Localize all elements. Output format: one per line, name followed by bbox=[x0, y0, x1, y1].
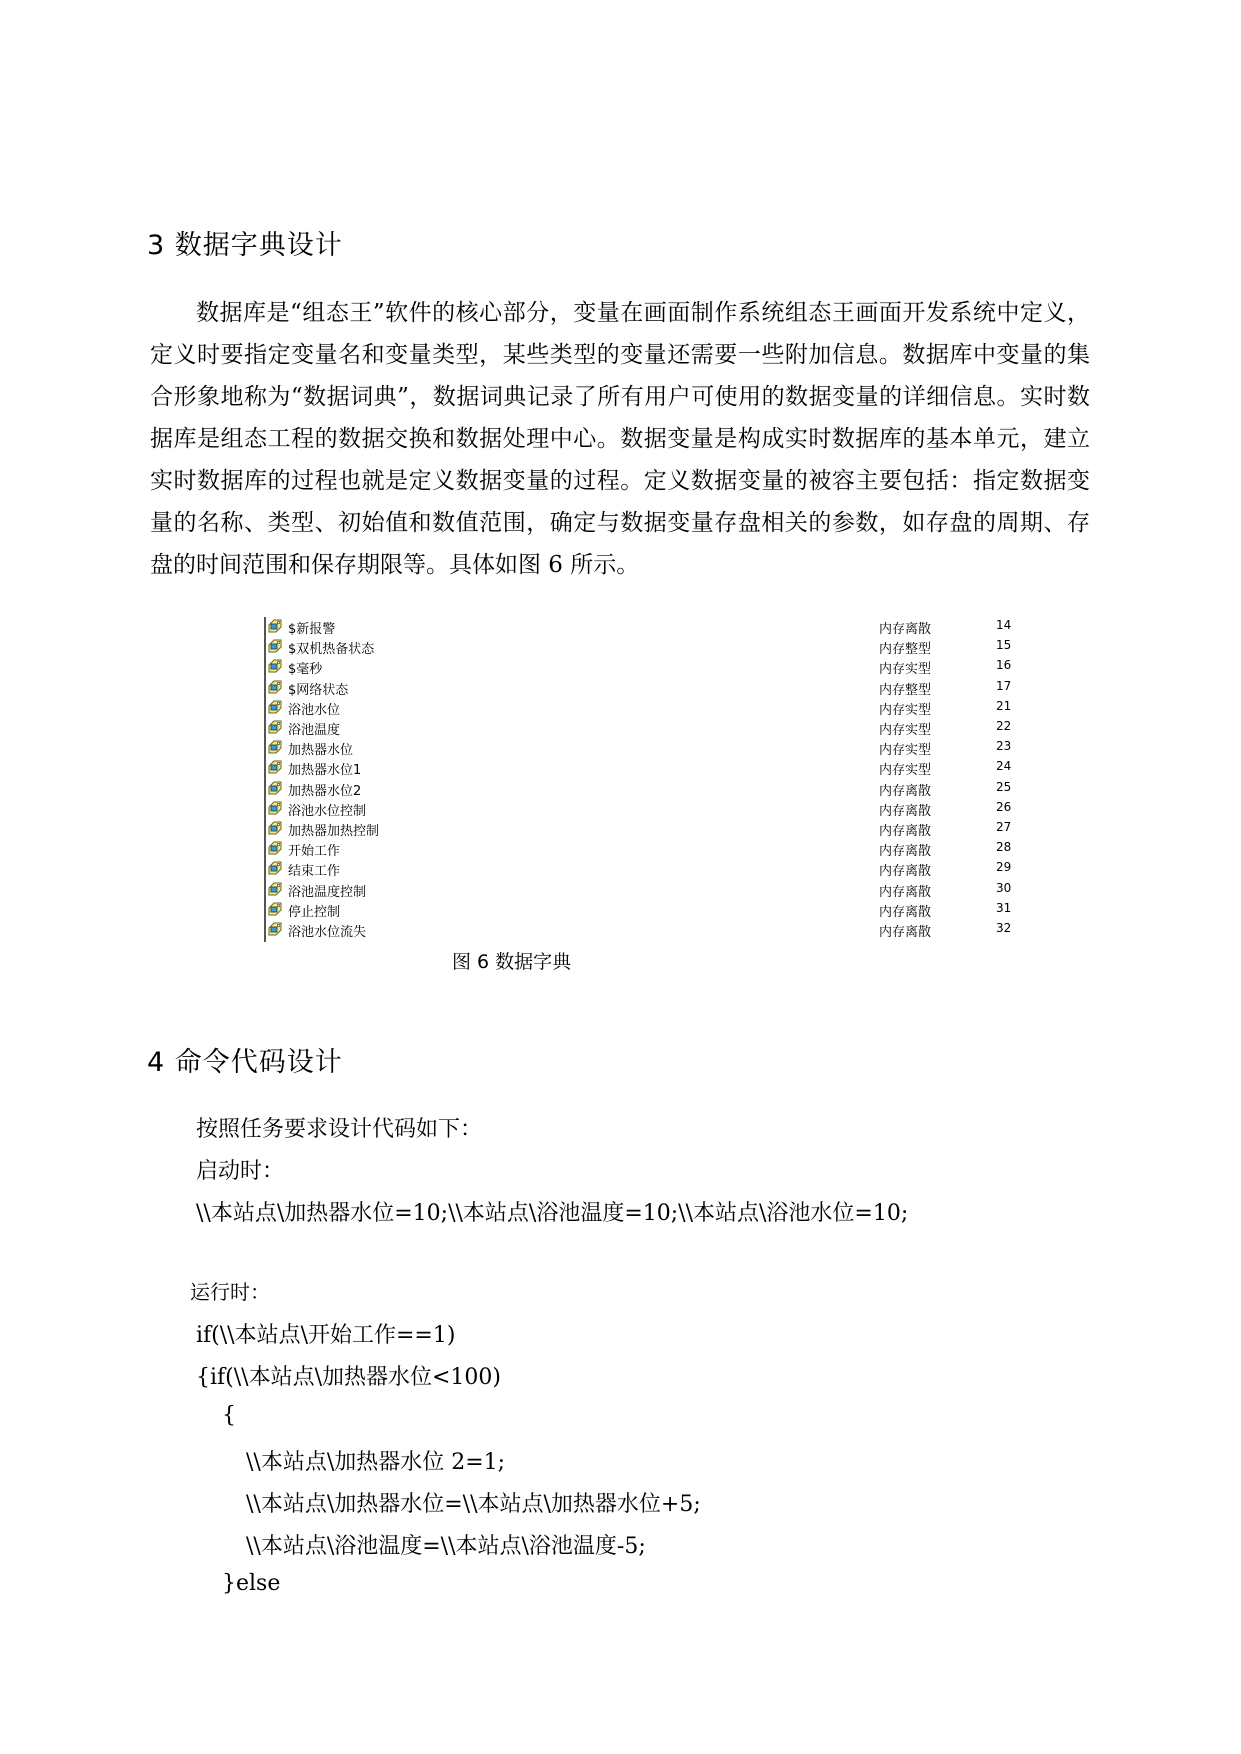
code-line: {if(\\本站点\加热器水位<100) bbox=[196, 1365, 502, 1390]
variable-id: 31 bbox=[996, 900, 1012, 915]
variable-name: 浴池温度控制 bbox=[288, 884, 367, 900]
variable-tag-icon bbox=[268, 821, 282, 835]
code-line: { bbox=[222, 1403, 236, 1428]
variable-id: 27 bbox=[996, 820, 1012, 834]
variable-name: 加热器水位1 bbox=[288, 763, 362, 779]
variable-type: 内存离散 bbox=[879, 803, 932, 819]
variable-tag-icon bbox=[268, 861, 282, 875]
variable-type: 内存离散 bbox=[879, 622, 932, 637]
code-intro-line: 按照任务要求设计代码如下： bbox=[196, 1117, 483, 1142]
variable-tag-icon bbox=[268, 781, 282, 795]
section-4-heading: 4 命令代码设计 bbox=[147, 1047, 343, 1078]
variable-type: 内存整型 bbox=[879, 642, 932, 658]
variable-name: 浴池水位流失 bbox=[288, 925, 367, 940]
data-dictionary-figure bbox=[262, 617, 1022, 942]
figure-caption: 图 6 数据字典 bbox=[452, 951, 572, 973]
variable-type: 内存离散 bbox=[879, 884, 932, 900]
variable-id: 28 bbox=[996, 840, 1012, 855]
code-line: \\本站点\加热器水位=\\本站点\加热器水位+5; bbox=[246, 1492, 701, 1517]
variable-tag-icon bbox=[268, 801, 282, 815]
variable-name: 开始工作 bbox=[288, 844, 341, 860]
variable-id: 17 bbox=[996, 678, 1012, 693]
dictionary-row[interactable] bbox=[262, 758, 1022, 778]
variable-type: 内存实型 bbox=[879, 763, 932, 779]
dictionary-row[interactable] bbox=[262, 779, 1022, 799]
variable-id: 15 bbox=[996, 638, 1012, 653]
variable-name: 加热器水位2 bbox=[288, 783, 362, 799]
section-3-paragraph: 数据库是“组态王”软件的核心部分，变量在画面制作系统组态王画面开发系统中定义，定义时要指定变量名和变量类型，某些类型的变量还需要一些附加信息。数据库中变量的集合形象地称为“数据词典”，数据词典记录了所有用户可使用的数据变量的详细信息。实时数据库是组态工程的数据交换和数据处理中心。数据变量是构成实时数据库的基本单元，建立实时数据库的过程也就是定义数据变量的过程。定义数据变量的被容主要包括：指定数据变量的名称、类型、初始值和数值范围，确定与数据变量存盘相关的参数，如存盘的周期、存盘的时间范围和保存期限等。具体如图 6 所示。 bbox=[150, 300, 1090, 578]
dictionary-row[interactable] bbox=[262, 859, 1022, 879]
variable-tag-icon bbox=[268, 922, 282, 936]
variable-id: 22 bbox=[996, 719, 1012, 733]
variable-name: $毫秒 bbox=[288, 662, 323, 678]
dictionary-row[interactable] bbox=[262, 819, 1022, 839]
variable-type: 内存实型 bbox=[879, 702, 932, 718]
variable-type: 内存离散 bbox=[879, 844, 932, 860]
variable-type: 内存实型 bbox=[879, 662, 932, 678]
dictionary-row[interactable] bbox=[262, 698, 1022, 718]
variable-type: 内存实型 bbox=[879, 723, 932, 738]
dictionary-row[interactable] bbox=[262, 637, 1022, 657]
variable-type: 内存离散 bbox=[879, 783, 932, 799]
variable-tag-icon bbox=[268, 659, 282, 673]
variable-tag-icon bbox=[268, 902, 282, 916]
dictionary-row[interactable] bbox=[262, 718, 1022, 738]
code-line: \\本站点\加热器水位 2=1; bbox=[246, 1450, 506, 1475]
variable-id: 30 bbox=[996, 880, 1012, 895]
variable-id: 26 bbox=[996, 799, 1012, 814]
code-line: if(\\本站点\开始工作==1) bbox=[196, 1323, 456, 1348]
dictionary-row[interactable] bbox=[262, 880, 1022, 900]
variable-id: 14 bbox=[996, 618, 1012, 632]
dictionary-row[interactable] bbox=[262, 678, 1022, 698]
dictionary-row[interactable] bbox=[262, 799, 1022, 819]
variable-tag-icon bbox=[268, 680, 282, 694]
variable-name: 加热器水位 bbox=[288, 743, 354, 759]
variable-name: 浴池水位 bbox=[288, 702, 341, 718]
variable-id: 23 bbox=[996, 739, 1012, 754]
variable-id: 21 bbox=[996, 698, 1012, 713]
dictionary-row[interactable] bbox=[262, 657, 1022, 677]
variable-type: 内存离散 bbox=[879, 925, 932, 940]
variable-tag-icon bbox=[268, 882, 282, 896]
variable-tag-icon bbox=[268, 700, 282, 714]
variable-type: 内存整型 bbox=[879, 682, 932, 698]
dictionary-row[interactable] bbox=[262, 920, 1022, 940]
variable-tag-icon bbox=[268, 720, 282, 734]
variable-id: 25 bbox=[996, 779, 1012, 794]
variable-tag-icon bbox=[268, 619, 282, 633]
code-startup-statement: \\本站点\加热器水位=10;\\本站点\浴池温度=10;\\本站点\浴池水位=10; bbox=[196, 1201, 909, 1226]
variable-id: 24 bbox=[996, 759, 1012, 774]
variable-type: 内存离散 bbox=[879, 824, 932, 839]
variable-tag-icon bbox=[268, 760, 282, 774]
variable-id: 16 bbox=[996, 658, 1012, 673]
variable-tag-icon bbox=[268, 740, 282, 754]
variable-type: 内存实型 bbox=[879, 743, 932, 759]
variable-tag-icon bbox=[268, 639, 282, 653]
variable-id: 32 bbox=[996, 921, 1012, 935]
variable-name: $双机热备状态 bbox=[288, 642, 375, 658]
variable-type: 内存离散 bbox=[879, 864, 932, 880]
variable-name: 加热器加热控制 bbox=[288, 824, 380, 839]
code-startup-label: 启动时： bbox=[196, 1159, 285, 1184]
variable-id: 29 bbox=[996, 860, 1012, 875]
variable-tag-icon bbox=[268, 841, 282, 855]
variable-name: $网络状态 bbox=[288, 682, 349, 698]
variable-name: 浴池温度 bbox=[288, 723, 341, 738]
code-line: \\本站点\浴池温度=\\本站点\浴池温度-5; bbox=[246, 1534, 646, 1559]
dictionary-row[interactable] bbox=[262, 839, 1022, 859]
variable-name: $新报警 bbox=[288, 622, 336, 637]
section-3-heading: 3 数据字典设计 bbox=[147, 230, 343, 261]
variable-name: 浴池水位控制 bbox=[288, 803, 367, 819]
variable-name: 停止控制 bbox=[288, 904, 341, 920]
code-runtime-label: 运行时： bbox=[190, 1280, 270, 1304]
variable-name: 结束工作 bbox=[288, 864, 341, 880]
variable-type: 内存离散 bbox=[879, 904, 932, 920]
dictionary-row[interactable] bbox=[262, 900, 1022, 920]
code-line: }else bbox=[222, 1571, 281, 1596]
dictionary-row[interactable] bbox=[262, 617, 1022, 637]
dictionary-row[interactable] bbox=[262, 738, 1022, 758]
